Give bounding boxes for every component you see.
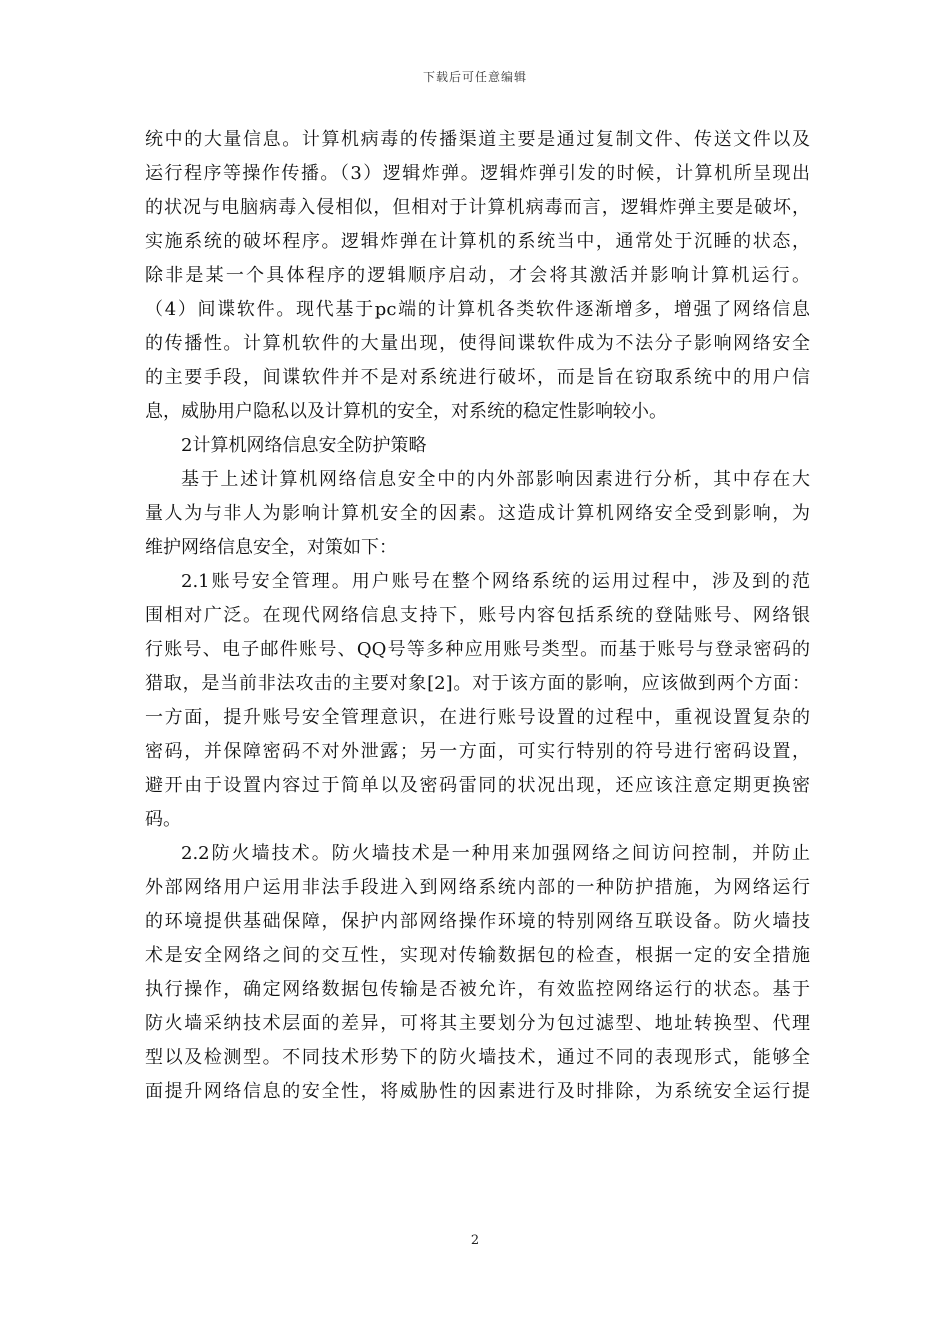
- text-line: 2计算机网络信息安全防护策略: [181, 435, 427, 456]
- text-line: 猎取，是当前非法攻击的主要对象[2]。对于该方面的影响，应该做到两个方面：: [145, 673, 810, 694]
- text-line: 避开由于设置内容过于简单以及密码雷同的状况出现，还应该注意定期更换密: [145, 775, 810, 796]
- text-line: 的状况与电脑病毒入侵相似，但相对于计算机病毒而言，逻辑炸弹主要是破坏，: [145, 197, 810, 218]
- text-line: 的主要手段，间谍软件并不是对系统进行破坏，而是旨在窃取系统中的用户信: [145, 367, 810, 388]
- page-header: 下载后可任意编辑: [422, 70, 527, 84]
- text-line: 运行程序等操作传播。（3）逻辑炸弹。逻辑炸弹引发的时候，计算机所呈现出: [145, 163, 810, 184]
- text-line: 外部网络用户运用非法手段进入到网络系统内部的一种防护措施，为网络运行: [145, 877, 810, 898]
- text-line: 一方面，提升账号安全管理意识，在进行账号设置的过程中，重视设置复杂的: [145, 707, 810, 728]
- text-line: 行账号、电子邮件账号、QQ号等多种应用账号类型。而基于账号与登录密码的: [145, 639, 810, 660]
- text-line: 执行操作，确定网络数据包传输是否被允许，有效监控网络运行的状态。基于: [145, 979, 810, 1000]
- text-line: 的传播性。计算机软件的大量出现，使得间谍软件成为不法分子影响网络安全: [145, 333, 810, 354]
- document-body: [145, 123, 810, 1109]
- text-line: 2.1账号安全管理。用户账号在整个网络系统的运用过程中，涉及到的范: [181, 571, 810, 592]
- text-line: 型以及检测型。不同技术形势下的防火墙技术，通过不同的表现形式，能够全: [145, 1047, 810, 1068]
- text-line: 围相对广泛。在现代网络信息支持下，账号内容包括系统的登陆账号、网络银: [145, 605, 810, 626]
- text-line: 实施系统的破坏程序。逻辑炸弹在计算机的系统当中，通常处于沉睡的状态，: [145, 231, 810, 252]
- text-line: 基于上述计算机网络信息安全中的内外部影响因素进行分析，其中存在大: [181, 469, 810, 490]
- text-line: 术是安全网络之间的交互性，实现对传输数据包的检查，根据一定的安全措施: [145, 945, 810, 966]
- text-line: 2.2防火墙技术。防火墙技术是一种用来加强网络之间访问控制，并防止: [181, 843, 810, 864]
- page-number: 2: [470, 1233, 480, 1248]
- text-line: 除非是某一个具体程序的逻辑顺序启动，才会将其激活并影响计算机运行。: [145, 265, 810, 286]
- text-line: 密码，并保障密码不对外泄露；另一方面，可实行特别的符号进行密码设置，: [145, 741, 810, 762]
- text-line: （4）间谍软件。现代基于pc端的计算机各类软件逐渐增多，增强了网络信息: [145, 299, 810, 320]
- text-line: 统中的大量信息。计算机病毒的传播渠道主要是通过复制文件、传送文件以及: [145, 129, 810, 150]
- text-line: 的环境提供基础保障，保护内部网络操作环境的特别网络互联设备。防火墙技: [145, 911, 810, 932]
- text-line: 码。: [145, 809, 181, 830]
- text-line: 面提升网络信息的安全性，将威胁性的因素进行及时排除，为系统安全运行提: [145, 1081, 810, 1102]
- text-line: 防火墙采纳技术层面的差异，可将其主要划分为包过滤型、地址转换型、代理: [145, 1013, 810, 1034]
- text-line: 量人为与非人为影响计算机安全的因素。这造成计算机网络安全受到影响，为: [145, 503, 810, 524]
- text-line: 维护网络信息安全，对策如下：: [145, 537, 397, 558]
- text-line: 息，威胁用户隐私以及计算机的安全，对系统的稳定性影响较小。: [145, 401, 667, 422]
